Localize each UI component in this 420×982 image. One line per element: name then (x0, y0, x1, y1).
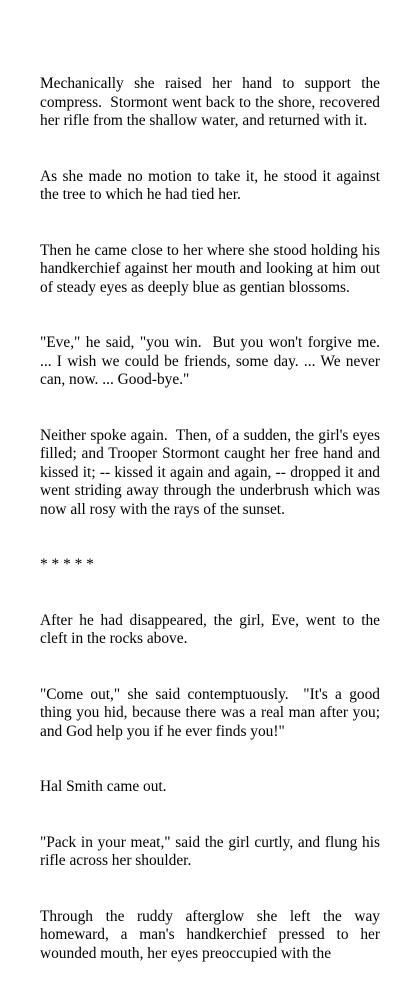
paragraph: Through the ruddy afterglow she left the way homeward, a man's handkerchief pressed to her wounded mouth, her eyes preoccupied with the (40, 907, 384, 962)
paragraph: "Pack in your meat," said the girl curtly, and flung his rifle across her shoulder. (40, 833, 384, 869)
paragraph: "Eve," he said, "you win. But you won't forgive me. ... I wish we could be friends, some day. ... We never can, now. ... Good-bye." (40, 334, 388, 388)
document-page (40, 38, 388, 982)
paragraph: Then he came close to her where she stood holding his handkerchief against her mouth and looking at him out of steady eyes as deeply blue as gentian blossoms. (40, 241, 384, 296)
paragraph: As she made no motion to take it, he stood it against the tree to which he had tied her. (40, 167, 384, 203)
paragraph: Hal Smith came out. (40, 778, 167, 795)
section-break: * * * * * (40, 556, 94, 573)
paragraph: Neither spoke again. Then, of a sudden, the girl's eyes filled; and Trooper Stormont caught her free hand and kissed it; -- kissed it again and again, -- dropped it and went striding away through the underbrush which was now all rosy with the rays of the sunset. (40, 426, 384, 518)
paragraph: "Come out," she said contemptuously. "It's a good thing you hid, because there was a real man after you; and God help you if he ever finds you!" (40, 685, 384, 740)
paragraph: After he had disappeared, the girl, Eve, went to the cleft in the rocks above. (40, 611, 384, 647)
paragraph: Mechanically she raised her hand to support the compress. Stormont went back to the shore, recovered her rifle from the shallow water, and returned with it. (40, 75, 384, 129)
